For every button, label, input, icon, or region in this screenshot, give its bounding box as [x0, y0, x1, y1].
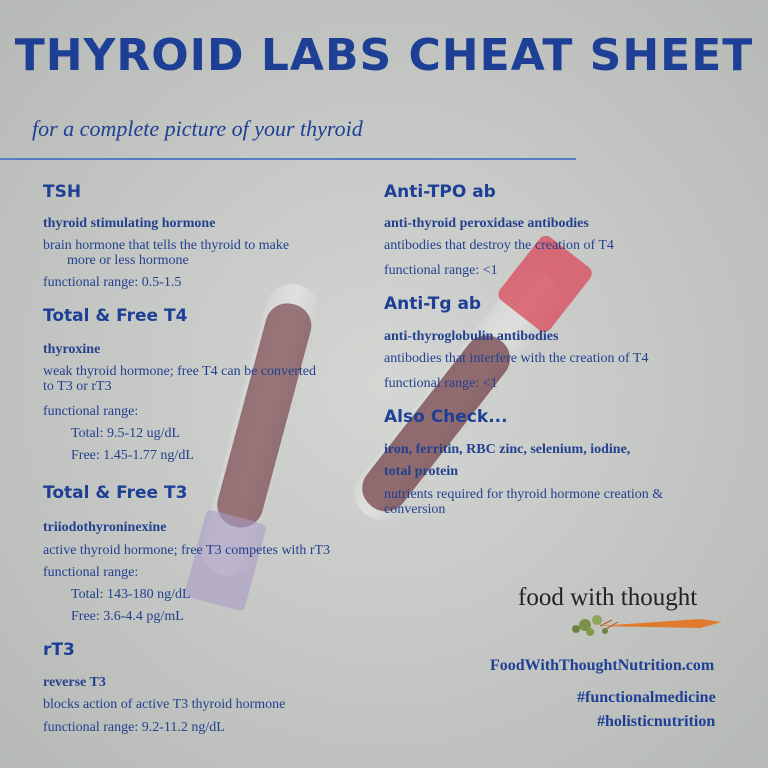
hashtag-holisticnutrition[interactable]: #holisticnutrition	[597, 713, 716, 730]
also-desc-2: conversion	[384, 502, 446, 517]
page-subtitle: for a complete picture of your thyroid	[32, 116, 363, 141]
tsh-desc-2: more or less hormone	[67, 253, 189, 268]
title-divider	[0, 158, 576, 160]
also-heading: Also Check...	[384, 407, 508, 427]
tg-name: anti-thyroglobulin antibodies	[384, 329, 559, 344]
tpo-name: anti-thyroid peroxidase antibodies	[384, 216, 589, 231]
t3-free: Free: 3.6-4.4 pg/mL	[71, 609, 184, 624]
also-desc-1: nutrients required for thyroid hormone creation &	[384, 487, 664, 502]
tg-heading: Anti-Tg ab	[384, 294, 482, 314]
rt3-name: reverse T3	[43, 675, 106, 690]
t3-heading: Total & Free T3	[43, 483, 188, 503]
t3-name: triiodothyroninexine	[43, 520, 167, 535]
t4-desc-1: weak thyroid hormone; free T4 can be converted	[43, 364, 317, 379]
tpo-range: functional range: <1	[384, 263, 498, 278]
t4-total: Total: 9.5-12 ug/dL	[71, 426, 181, 441]
tsh-desc-1: brain hormone that tells the thyroid to make	[43, 238, 290, 253]
page-title: THYROID LABS CHEAT SHEET	[14, 30, 754, 81]
rt3-desc: blocks action of active T3 thyroid hormone	[43, 697, 286, 712]
tsh-heading: TSH	[43, 182, 82, 202]
brand-logo-text: food with thought	[518, 584, 698, 611]
tg-range: functional range: <1	[384, 376, 498, 391]
tsh-name: thyroid stimulating hormone	[43, 216, 216, 231]
t3-range-label: functional range:	[43, 565, 139, 580]
t4-desc-2: to T3 or rT3	[43, 379, 112, 394]
rt3-heading: rT3	[43, 640, 75, 660]
also-name-2: total protein	[384, 464, 459, 479]
website-link[interactable]: FoodWithThoughtNutrition.com	[490, 657, 715, 674]
rt3-range: functional range: 9.2-11.2 ng/dL	[43, 720, 225, 735]
t4-free: Free: 1.45-1.77 ng/dL	[71, 448, 194, 463]
tsh-range: functional range: 0.5-1.5	[43, 275, 182, 290]
tpo-desc: antibodies that destroy the creation of T4	[384, 238, 614, 253]
t3-total: Total: 143-180 ng/dL	[71, 587, 191, 602]
t4-heading: Total & Free T4	[43, 306, 188, 326]
tpo-heading: Anti-TPO ab	[384, 182, 496, 202]
t4-name: thyroxine	[43, 342, 101, 357]
hashtag-functionalmedicine[interactable]: #functionalmedicine	[577, 689, 716, 706]
t4-range-label: functional range:	[43, 404, 139, 419]
t3-desc: active thyroid hormone; free T3 competes with rT3	[43, 543, 331, 558]
also-name-1: iron, ferritin, RBC zinc, selenium, iodine,	[384, 442, 631, 457]
tg-desc: antibodies that interfere with the creation of T4	[384, 351, 649, 366]
